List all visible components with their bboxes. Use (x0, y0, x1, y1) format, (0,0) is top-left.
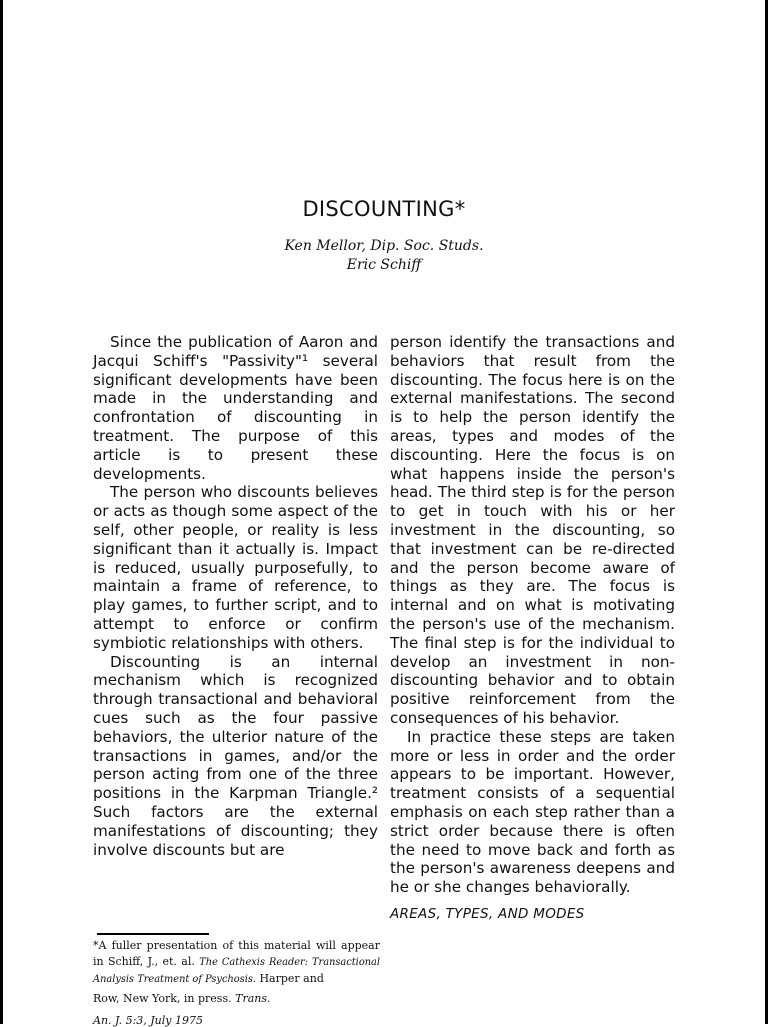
footnote-book-title: The Cathexis Reader: Transactional Analysis Treatment of Psychosis. (93, 957, 380, 985)
paragraph-practice: In practice these steps are taken more or less in order and the order appears to be important. However, treatment consists of a sequential emphasis on each step rather than a strict order because there is often the need to move back and forth as the person's awareness deepens and he or she changes behaviorally. (390, 727, 675, 897)
footnote-text: *A fuller presentation of this material will appear in Schiff, J., et. al. (93, 939, 380, 968)
footnote-citation: An. J. 5:3, July 1975 (93, 1014, 203, 1027)
footnote-rule (97, 933, 209, 935)
left-column (93, 333, 378, 859)
author-2: Eric Schiff (346, 257, 422, 273)
footnote-publisher: Row, New York, in press. (93, 992, 232, 1005)
right-column (390, 333, 675, 924)
page-border-left (0, 0, 3, 1024)
paragraph-mechanism: Discounting is an internal mechanism which is recognized through transactional and behavioral cues such as the four passive behaviors, the ulterior nature of the transactions in games, and/or the person acting from one of the three positions in the Karpman Triangle.² Such factors are the external manifestations of discounting; they involve discounts but are (93, 652, 378, 859)
author-1: Ken Mellor, Dip. Soc. Studs. (284, 238, 484, 254)
footnote-journal: Trans. (235, 992, 271, 1005)
article-title: DISCOUNTING* (302, 197, 466, 221)
footnote-text-end: Harper and (259, 972, 324, 985)
section-heading: AREAS, TYPES, AND MODES (390, 905, 585, 922)
paragraph-definition: The person who discounts believes or acts as though some aspect of the self, other people, or reality is less significant than it actually is. Impact is reduced, usually purposefully, to maintain a frame of reference, to play games, to further script, and to attempt to enforce or confirm symbiotic relationships with others. (93, 483, 378, 652)
footnote (93, 938, 380, 988)
paragraph-intro: Since the publication of Aaron and Jacqui Schiff's "Passivity"¹ several significant developments have been made in the understanding and confrontation of discounting in treatment. The purpose of this article is to present these developments. (93, 333, 378, 483)
paragraph-steps-continued: person identify the transactions and behaviors that result from the discounting. The focus here is on the external manifestations. The second is to help the person identify the areas, types and modes of the discounting. Here the focus is on what happens inside the person's head. The third step is for the person to get in touch with his or her investment in the discounting, so that investment can be re-directed and the person become aware of things as they are. The focus is internal and on what is motivating the person's use of the mechanism. The final step is for the individual to develop an investment in non-discounting behavior and to obtain positive reinforcement from the consequences of his behavior. (390, 333, 675, 727)
footnote-line-2 (93, 992, 271, 1005)
